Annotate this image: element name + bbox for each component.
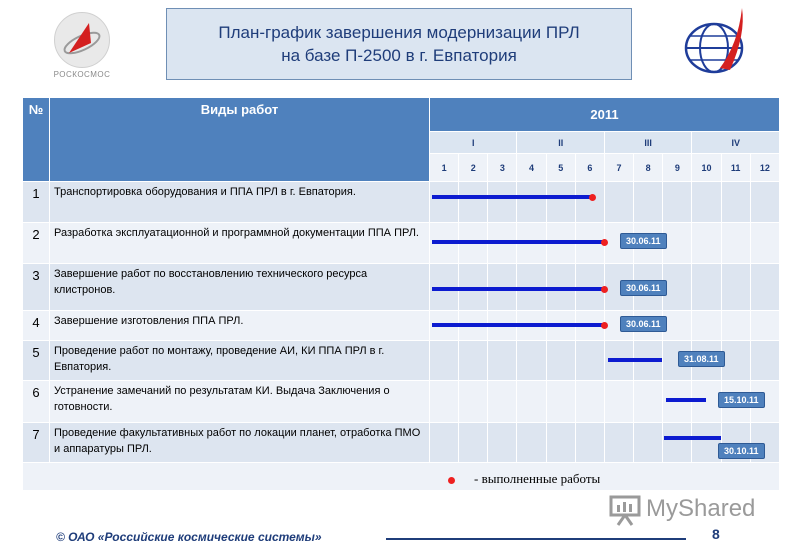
quarter-header: IV [692,132,780,154]
rks-globe-logo-icon [680,4,760,80]
row-number: 7 [23,423,50,463]
footer-divider [386,538,686,540]
table-row [23,182,780,223]
month-header: 1 [430,154,459,182]
work-description: Проведение работ по монтажу, проведение АИ, КИ ППА ПРЛ в г. Евпатория. [50,341,430,381]
legend-text: - выполненные работы [474,471,601,486]
myshared-watermark [608,493,768,529]
gantt-bar [432,323,604,327]
month-header: 7 [604,154,633,182]
quarter-header: II [517,132,604,154]
deadline-label: 30.06.11 [620,316,667,332]
month-header: 9 [663,154,692,182]
watermark-text: MyShared [646,495,756,522]
work-description: Завершение изготовления ППА ПРЛ. [50,311,430,341]
row-number: 1 [23,182,50,223]
roscosmos-logo [46,10,118,88]
month-header: 5 [546,154,575,182]
completed-dot [589,194,596,201]
work-description: Проведение факультативных работ по локации планет, отработка ПМО и аппаратуры ПРЛ. [50,423,430,463]
work-description: Устранение замечаний по результатам КИ. Выдача Заключения о готовности. [50,381,430,423]
page-number: 8 [712,526,720,542]
roscosmos-brand: РОСКОСМОС [53,70,111,79]
month-header: 2 [459,154,488,182]
year-header: 2011 [430,98,780,132]
gantt-bar [432,287,604,291]
month-header: 12 [750,154,779,182]
deadline-label: 15.10.11 [718,392,765,408]
completed-dot [601,322,608,329]
gantt-bar [664,436,721,440]
deadline-label: 30.06.11 [620,233,667,249]
deadline-label: 30.06.11 [620,280,667,296]
month-header: 3 [488,154,517,182]
gantt-bar [432,240,604,244]
row-number: 3 [23,264,50,311]
gantt-bar [608,358,662,362]
work-description: Завершение работ по восстановлению технического ресурса клистронов. [50,264,430,311]
work-description: Разработка эксплуатационной и программной документации ППА ПРЛ. [50,223,430,264]
row-number: 4 [23,311,50,341]
presentation-board-icon [608,493,642,527]
title-line-1: План-график завершения модернизации ПРЛ [218,23,580,42]
slide-title [166,8,632,80]
legend-row [23,463,780,491]
table-row [23,423,780,463]
month-header: 11 [721,154,750,182]
deadline-label: 31.08.11 [678,351,725,367]
row-number: 2 [23,223,50,264]
gantt-bar [432,195,592,199]
row-number: 6 [23,381,50,423]
completed-dot [601,239,608,246]
work-description: Транспортировка оборудования и ППА ПРЛ в г. Евпатория. [50,182,430,223]
legend-dot-icon [448,477,455,484]
table-row [23,341,780,381]
title-line-2: на базе П-2500 в г. Евпатория [281,46,517,65]
month-header: 8 [634,154,663,182]
deadline-label: 30.10.11 [718,443,765,459]
month-header: 4 [517,154,546,182]
works-header: Виды работ [50,98,430,182]
month-header: 10 [692,154,721,182]
footer-copyright: © ОАО «Российские космические системы» [56,530,322,544]
month-header: 6 [575,154,604,182]
gantt-bar [666,398,706,402]
row-number: 5 [23,341,50,381]
completed-dot [601,286,608,293]
num-header: № [23,98,50,182]
quarter-header: I [430,132,517,154]
quarter-header: III [604,132,691,154]
roscosmos-emblem-icon [54,12,110,68]
